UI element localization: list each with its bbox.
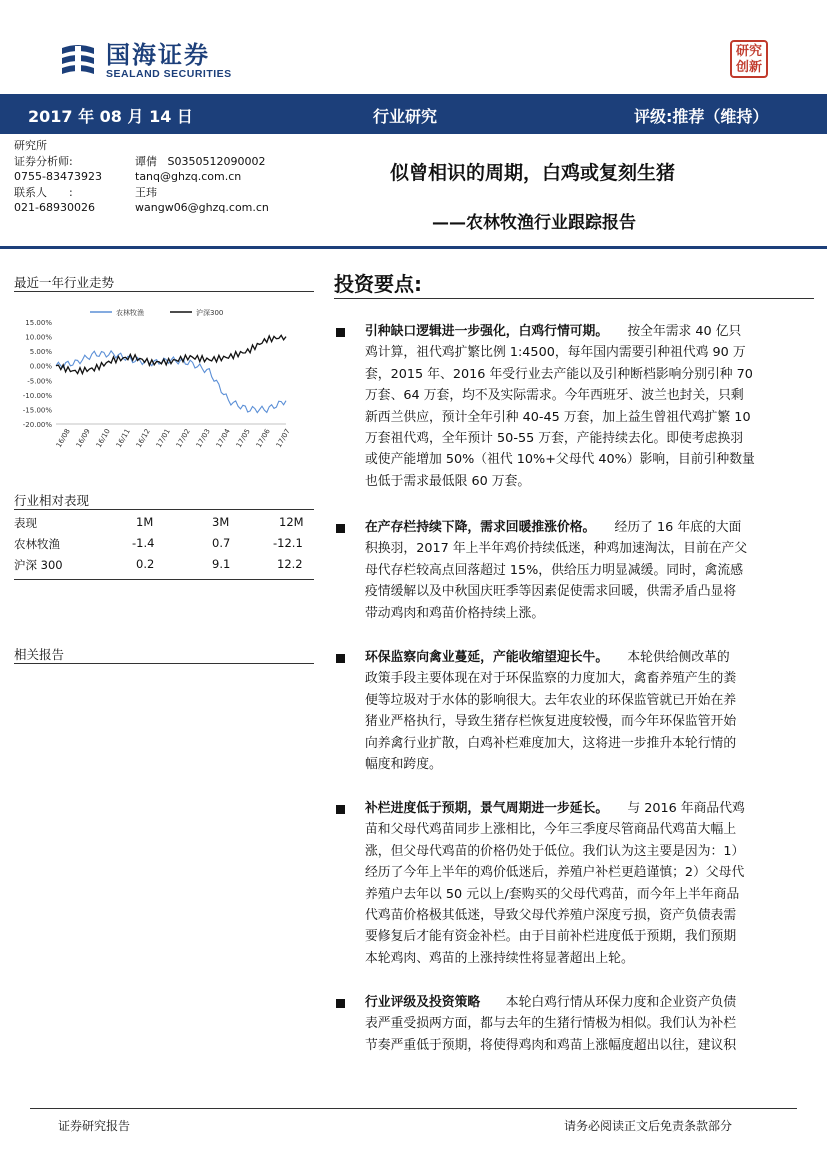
paragraph-text: 向养禽行业扩散，白鸡补栏难度加大，这将进一步推升本轮行情的 [365,735,737,751]
trend-section-heading: 最近一年行业走势 [14,275,115,290]
paragraph-line [365,649,730,667]
contact-phone: 021-68930026 [14,201,95,214]
paragraph-text: 经历了今年上半年的鸡价低迷后，养殖户补栏更趋谨慎；2）父母代 [365,865,745,881]
paragraph-text: 疫情缓解以及中秋国庆旺季等因素促使需求回暖，供需矛盾凸显将 [365,584,737,600]
table-cell: -1.4 [132,536,155,550]
y-tick-label: -20.00% [22,421,52,429]
sealand-logo-icon [58,42,98,80]
paragraph-text: 猪业严格执行，导致生猪存栏恢复进度较慢，而今年环保监管开始 [365,714,737,730]
paragraph-line [365,907,736,925]
paragraph-line [365,562,743,580]
table-header-cell: 1M [136,515,154,529]
paragraph-line [365,1015,736,1033]
paragraph-line [365,756,442,774]
x-tick-label: 17/05 [234,427,252,449]
y-tick-label: -5.00% [27,377,52,386]
paragraph-text: 幅度和跨度。 [365,757,442,772]
table-row [14,533,314,554]
paragraph-lead: 行业评级及投资策略 [365,995,481,1010]
x-tick-label: 17/04 [214,427,232,449]
paragraph-text: 带动鸡肉和鸡苗价格持续上涨。 [365,605,545,621]
research-seal-stamp: 研究 创新 [730,40,768,78]
analyst-contact-block [14,138,269,216]
paragraph-line [365,605,544,623]
bullet-square-icon [336,805,345,814]
paragraph-line [365,366,753,384]
report-info-band [0,94,827,134]
table-cell: 9.1 [212,557,231,571]
paragraph-text: 万套祖代鸡，全年预计 50-55 万套，产能持续去化。即使考虑换羽 [365,431,744,446]
analyst-email[interactable]: tanq@ghzq.com.cn [135,170,242,183]
paragraph-text: 经历了 16 年底的大面 [588,520,742,535]
performance-divider [14,509,314,510]
paragraph-text: 节奏严重低于预期，将使得鸡肉和鸡苗上涨幅度超出以往，建议积 [365,1037,737,1053]
paragraph-text: 苗和父母代鸡苗同步上涨相比，今年三季度尽管商品代鸡苗大幅上 [365,822,737,838]
table-cell: 12.2 [277,557,303,571]
report-date: 2017 年 08 月 14 日 [28,107,193,126]
contact-email[interactable]: wangw06@ghzq.com.cn [135,201,269,214]
trend-divider [14,291,314,292]
y-tick-label: 15.00% [25,319,52,327]
paragraph-text: 母代存栏较高点回落超过 15%，供给压力明显减缓。同时，禽流感 [365,562,744,578]
paragraph-text: 或使产能增加 50%（祖代 10%+父母代 40%）影响，目前引种数量 [365,452,755,468]
bullet-square-icon [336,654,345,663]
report-subtitle: ——农林牧渔行业跟踪报告 [432,213,636,233]
y-tick-label: 0.00% [29,362,52,371]
paragraph-line [365,843,744,861]
paragraph-lead: 补栏进度低于预期，景气周期进一步延长。 [365,801,602,816]
performance-section-heading: 行业相对表现 [14,493,90,508]
table-header-row [14,512,314,533]
x-tick-label: 16/11 [114,427,132,449]
x-tick-label: 16/12 [134,427,152,449]
paragraph-line [365,821,736,839]
table-cell: -12.1 [273,536,303,550]
performance-table [14,512,314,575]
table-cell: 农林牧渔 [14,537,60,551]
paragraph-text: 政策手段主要体现在对于环保监察的力度加大，禽畜养殖产生的粪 [365,671,737,687]
paragraph-line [365,735,736,753]
table-cell: 0.7 [212,536,231,550]
paragraph-line [365,886,739,904]
contact-name: 王玮 [135,185,157,199]
paragraph-text: 也低于需求最低限 60 万套。 [365,473,531,489]
x-tick-label: 17/07 [274,427,292,449]
analyst-name-id: 谭倩 S0350512090002 [135,154,266,168]
paragraph-line [365,473,530,491]
key-points-heading: 投资要点: [334,272,422,296]
paragraph-text: 养殖户去年以 50 元以上/套购买的父母代鸡苗，而今年上半年商品 [365,886,740,902]
report-category: 行业研究 [373,107,438,126]
x-tick-label: 17/02 [174,427,192,449]
paragraph-text: 涨，但父母代鸡苗的价格仍处于低位。我们认为这主要是因为：1） [365,843,745,859]
y-tick-label: 10.00% [25,333,52,342]
paragraph-text: 按全年需求 40 亿只 [601,324,742,339]
company-logo [58,42,232,80]
paragraph-line [365,800,745,818]
x-tick-label: 17/03 [194,427,212,449]
paragraph-line [365,409,751,427]
related-reports-heading: 相关报告 [14,647,65,662]
industry-trend-chart [14,300,314,460]
paragraph-line [365,864,744,882]
paragraph-text: 代鸡苗价格极其低迷，导致父母代养殖户深度亏损，资产负债表需 [365,908,737,923]
paragraph-text: 积换羽，2017 年上半年鸡价持续低迷，种鸡加速淘汰，目前在产父 [365,541,748,557]
y-tick-label: -10.00% [22,391,52,400]
bullet-square-icon [336,328,345,337]
contact-label: 联系人 : [14,185,73,199]
x-tick-label: 16/09 [74,427,92,449]
paragraph-line [365,583,736,601]
table-row [14,554,314,575]
x-tick-label: 17/06 [254,427,272,449]
paragraph-text: 套，2015 年、2016 年受行业去产能以及引种断档影响分别引种 70 [365,366,753,382]
report-rating: 评级:推荐（维持） [634,107,769,126]
paragraph-text: 表严重受损两方面，都与去年的生猪行情极为相似。我们认为补栏 [365,1016,737,1032]
paragraph-line [365,540,747,558]
paragraph-text: 本轮鸡肉、鸡苗的上涨持续性将显著超出上轮。 [365,950,634,966]
analyst-label: 证券分析师: [14,154,73,168]
logo-chinese-name: 国海证券 [106,41,210,69]
paragraph-text: 鸡计算，祖代鸡扩繁比例 1:4500，每年国内需要引种祖代鸡 90 万 [365,345,746,361]
paragraph-text: 本轮供给侧改革的 [601,650,730,665]
table-bottom-divider [14,579,314,580]
department-label: 研究所 [14,139,47,152]
related-divider [14,663,314,664]
x-tick-label: 16/08 [54,427,72,449]
legend-label: 农林牧渔 [116,309,144,317]
paragraph-lead: 在产存栏持续下降，需求回暖推涨价格。 [365,520,589,535]
paragraph-line [365,928,736,946]
table-cell: 沪深 300 [14,558,63,572]
legend-label: 沪深300 [196,309,224,317]
paragraph-line [365,519,741,537]
paragraph-text: 要修复后才能有资金补栏。由于目前补栏进度低于预期，我们预期 [365,929,737,945]
y-tick-label: 5.00% [29,348,52,357]
paragraph-text: 本轮白鸡行情从环保力度和企业资产负债 [480,995,737,1010]
series-line-agriculture [56,351,286,413]
paragraph-text: 便等垃圾对于水体的影响很大。去年农业的环保监管就已开始在养 [365,692,737,708]
paragraph-text: 新西兰供应，预计全年引种 40-45 万套，加上益生曾祖代鸡扩繁 10 [365,409,751,425]
bullet-square-icon [336,999,345,1008]
y-tick-label: -15.00% [22,406,52,415]
paragraph-text: 与 2016 年商品代鸡 [601,801,745,816]
trend-chart-svg [14,300,314,460]
bullet-square-icon [336,524,345,533]
footer-left-text: 证券研究报告 [58,1119,131,1133]
series-line-csi300 [56,335,286,373]
paragraph-line [365,344,746,362]
x-tick-label: 17/01 [154,427,172,449]
paragraph-line [365,387,744,405]
footer-divider [30,1108,797,1109]
table-header-cell: 12M [279,515,304,529]
paragraph-line [365,323,741,341]
logo-english-name: SEALAND SECURITIES [106,68,232,80]
report-title: 似曾相识的周期，白鸡或复刻生猪 [390,162,676,184]
table-header-cell: 表现 [14,516,37,530]
analyst-phone: 0755-83473923 [14,170,102,183]
paragraph-line [365,713,736,731]
table-cell: 0.2 [136,557,155,571]
paragraph-text: 万套、64 万套，均不及实际需求。今年西班牙、波兰也封关，只剩 [365,388,744,404]
paragraph-line [365,994,736,1012]
paragraph-line [365,451,755,469]
key-points-divider [334,298,814,299]
x-tick-label: 16/10 [94,427,112,449]
header-divider [0,246,827,249]
paragraph-line [365,692,736,710]
footer-disclaimer-text: 请务必阅读正文后免责条款部分 [564,1119,733,1133]
paragraph-line [365,1037,736,1055]
paragraph-lead: 环保监察向禽业蔓延，产能收缩望迎长牛。 [365,650,602,665]
paragraph-line [365,670,736,688]
table-header-cell: 3M [212,515,230,529]
paragraph-line [365,950,634,968]
paragraph-line [365,430,743,448]
paragraph-lead: 引种缺口逻辑进一步强化，白鸡行情可期。 [365,324,602,339]
